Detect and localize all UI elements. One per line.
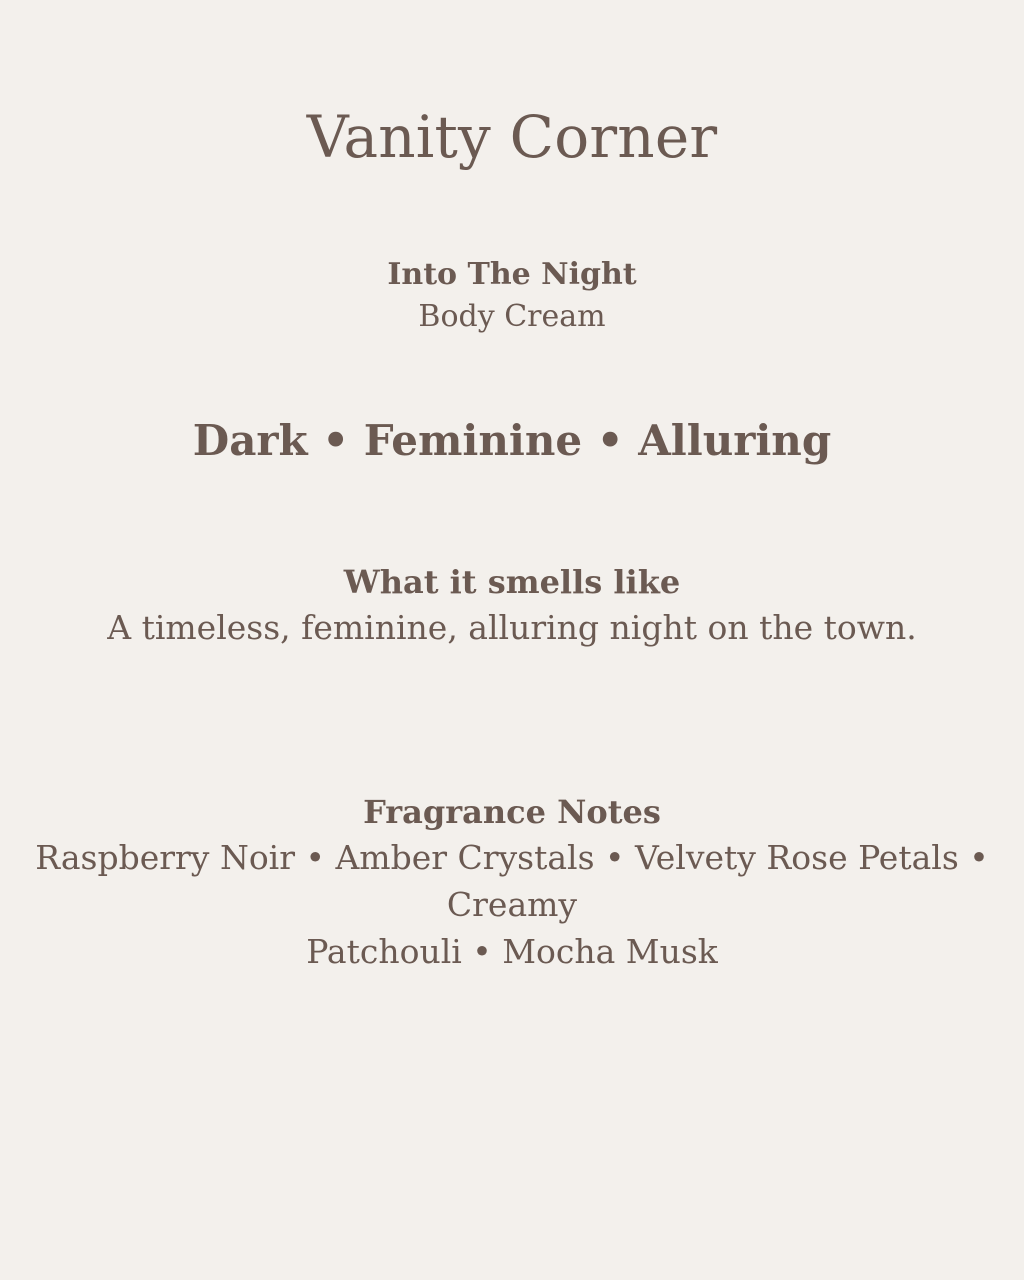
fragrance-notes-line-2: Patchouli • Mocha Musk bbox=[306, 932, 718, 971]
product-name: Into The Night bbox=[387, 257, 637, 292]
fragrance-notes-title: Fragrance Notes bbox=[363, 793, 661, 831]
product-heading bbox=[0, 254, 1024, 338]
brand-title: Vanity Corner bbox=[306, 103, 718, 171]
smells-like-section bbox=[0, 560, 1024, 652]
fragrance-notes-section bbox=[12, 790, 1012, 975]
fragrance-notes-line-1: Raspberry Noir • Amber Crystals • Velvety Rose Petals • Creamy bbox=[35, 838, 989, 924]
smells-like-description: A timeless, feminine, alluring night on the town. bbox=[107, 608, 917, 647]
product-tagline: Dark • Feminine • Alluring bbox=[192, 416, 832, 465]
smells-like-title: What it smells like bbox=[343, 563, 681, 601]
product-type: Body Cream bbox=[418, 299, 606, 334]
